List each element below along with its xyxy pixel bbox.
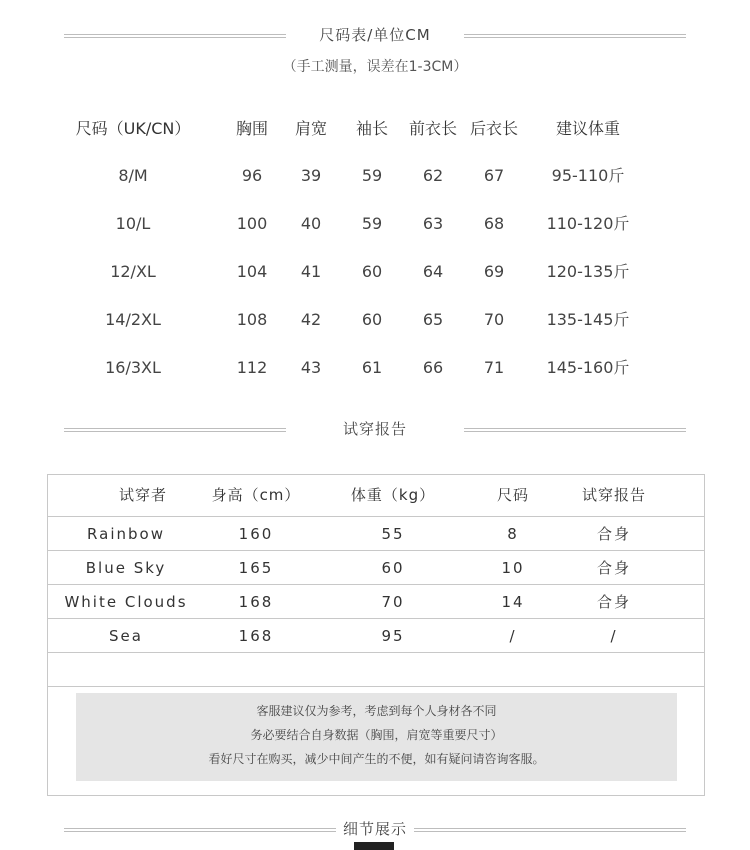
size-cell: 40 (300, 214, 322, 233)
size-cell: 120-135斤 (546, 262, 630, 281)
details-image-top-edge (354, 842, 394, 850)
size-chart-row (58, 257, 698, 287)
notice-line: 客服建议仅为参考，考虑到每个人身材各不同 (256, 704, 497, 718)
customer-service-notice (76, 693, 677, 781)
trial-cell: 10 (501, 559, 525, 577)
size-cell: 112 (236, 358, 268, 377)
trial-header-cell: 试穿者 (118, 486, 167, 504)
size-cell: 104 (236, 262, 268, 281)
size-cell: 10/L (115, 214, 151, 233)
notice-line: 看好尺寸在购买，减少中间产生的不便，如有疑问请咨询客服。 (208, 752, 545, 766)
notice-line: 务必要结合自身数据（胸围，肩宽等重要尺寸） (250, 728, 503, 742)
trial-cell: 合身 (596, 559, 631, 577)
size-cell: 110-120斤 (546, 214, 630, 233)
size-cell: 59 (361, 214, 383, 233)
size-cell: 63 (422, 214, 444, 233)
trial-header-cell: 身高（cm） (211, 486, 301, 504)
size-cell: 60 (361, 262, 383, 281)
size-cell: 108 (236, 310, 268, 329)
trial-cell: White Clouds (64, 593, 188, 611)
trial-cell: 60 (381, 559, 405, 577)
trial-report-table (47, 474, 705, 796)
size-cell: 64 (422, 262, 444, 281)
size-cell: 41 (300, 262, 322, 281)
trial-header-row (48, 475, 704, 517)
size-cell: 8/M (118, 166, 148, 185)
size-header-cell: 袖长 (355, 119, 388, 138)
trial-cell: Sea (109, 627, 143, 645)
size-cell: 12/XL (110, 262, 156, 281)
trial-cell: 14 (501, 593, 525, 611)
size-header-cell: 肩宽 (294, 119, 327, 138)
trial-cell: / (509, 627, 517, 645)
trial-cell: 8 (507, 525, 519, 543)
size-header-cell: 胸围 (235, 119, 268, 138)
size-chart-row (58, 209, 698, 239)
trial-cell: 55 (381, 525, 405, 543)
size-cell: 100 (236, 214, 268, 233)
size-cell: 69 (483, 262, 505, 281)
size-cell: 59 (361, 166, 383, 185)
trial-cell: 95 (381, 627, 405, 645)
trial-cell: 70 (381, 593, 405, 611)
size-cell: 71 (483, 358, 505, 377)
size-header-cell: 前衣长 (408, 119, 457, 138)
size-chart-title-row (0, 24, 750, 48)
size-cell: 42 (300, 310, 322, 329)
size-chart-header-row (58, 114, 698, 144)
size-cell: 61 (361, 358, 383, 377)
details-title: 细节展示 (342, 820, 407, 838)
size-chart-row (58, 161, 698, 191)
trial-row (48, 585, 704, 619)
trial-row (48, 517, 704, 551)
trial-cell: 168 (238, 627, 274, 645)
size-header-cell: 建议体重 (555, 119, 620, 138)
size-cell: 66 (422, 358, 444, 377)
size-cell: 96 (241, 166, 263, 185)
trial-header-cell: 试穿报告 (581, 486, 646, 504)
size-cell: 145-160斤 (546, 358, 630, 377)
size-cell: 65 (422, 310, 444, 329)
size-header-cell: 尺码（UK/CN） (75, 119, 191, 138)
trial-report-title-row (0, 418, 750, 442)
size-cell: 43 (300, 358, 322, 377)
size-cell: 14/2XL (105, 310, 161, 329)
size-cell: 39 (300, 166, 322, 185)
trial-header-cell: 体重（kg） (350, 486, 436, 504)
trial-cell: / (610, 627, 618, 645)
size-cell: 68 (483, 214, 505, 233)
size-cell: 135-145斤 (546, 310, 630, 329)
trial-row (48, 619, 704, 653)
trial-cell: Blue Sky (85, 559, 167, 577)
size-chart-title: 尺码表/单位CM (319, 26, 431, 44)
size-chart-row (58, 353, 698, 383)
size-cell: 95-110斤 (551, 166, 625, 185)
size-cell: 67 (483, 166, 505, 185)
size-chart-subtitle: （手工测量，误差在1-3CM） (282, 59, 468, 75)
trial-cell: 168 (238, 593, 274, 611)
size-cell: 70 (483, 310, 505, 329)
trial-header-cell: 尺码 (496, 486, 529, 504)
size-header-cell: 后衣长 (469, 119, 518, 138)
size-chart-row (58, 305, 698, 335)
trial-cell: 160 (238, 525, 274, 543)
trial-cell: Rainbow (87, 525, 165, 543)
details-title-row (0, 818, 750, 842)
size-cell: 60 (361, 310, 383, 329)
size-cell: 16/3XL (105, 358, 161, 377)
trial-cell: 165 (238, 559, 274, 577)
trial-cell: 合身 (596, 525, 631, 543)
trial-empty-row (48, 653, 704, 687)
size-cell: 62 (422, 166, 444, 185)
trial-report-title: 试穿报告 (342, 420, 407, 438)
trial-row (48, 551, 704, 585)
trial-cell: 合身 (596, 593, 631, 611)
